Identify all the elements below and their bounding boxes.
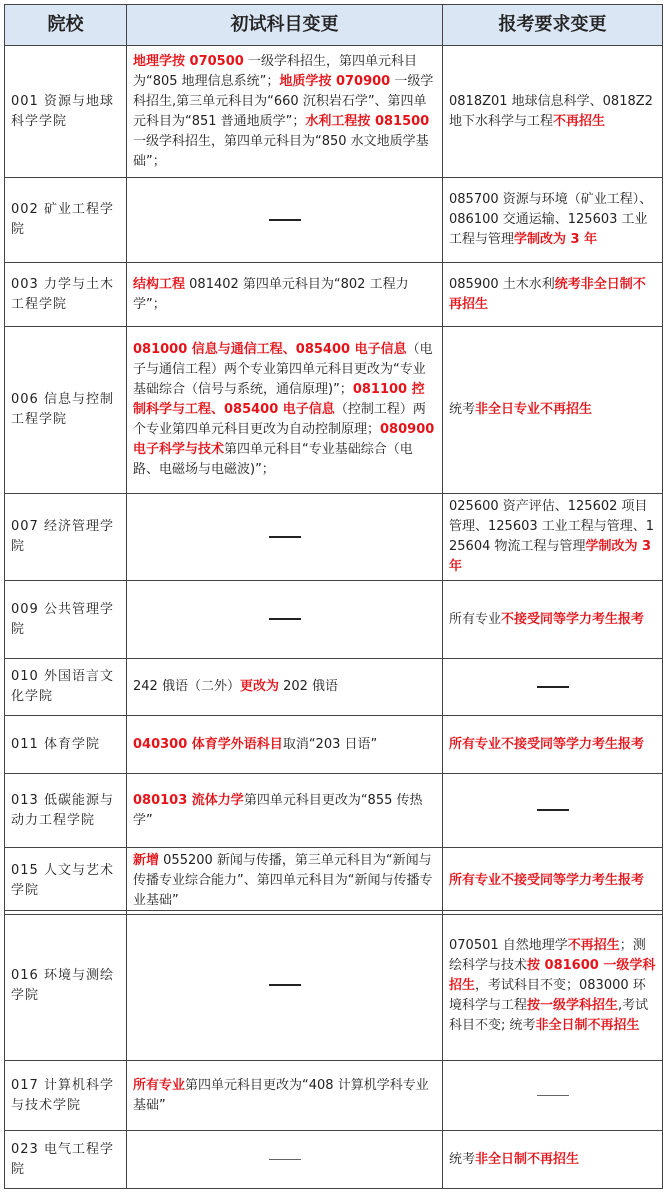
table-row xyxy=(5,659,663,716)
school-cell: 010 外国语言文化学院 xyxy=(5,659,127,716)
requirement-cell xyxy=(443,716,663,774)
requirement-cell xyxy=(443,1131,663,1189)
school-cell: 003 力学与土木工程学院 xyxy=(5,263,127,327)
empty-dash xyxy=(537,686,569,688)
exam-cell xyxy=(127,1061,443,1131)
highlighted-text: 新增 xyxy=(133,853,160,868)
highlighted-text: 学制改为 3 年 xyxy=(514,232,598,247)
plain-text: 085900 土木水利 xyxy=(449,276,555,292)
plain-text: ，考试科目不变；083000 环境科学与工程 xyxy=(449,977,646,1013)
exam-cell xyxy=(127,848,443,915)
empty-dash xyxy=(269,219,301,221)
exam-cell xyxy=(127,911,443,1061)
empty-dash xyxy=(269,536,301,538)
plain-text: 一级学科招生，第四单元科目为“805 地理信息系统”； xyxy=(133,53,417,89)
table-row xyxy=(5,848,663,915)
empty-dash xyxy=(269,984,301,986)
requirement-cell xyxy=(443,263,663,327)
table-row xyxy=(5,911,663,1061)
highlighted-text: 所有专业 xyxy=(133,1077,186,1093)
plain-text: 统考 xyxy=(449,1151,476,1167)
empty-dash xyxy=(537,1095,569,1096)
highlighted-text: 学制改为 3 年 xyxy=(449,539,652,574)
plain-text: 0818Z01 地球信息科学、0818Z2 地下水科学与工程 xyxy=(449,93,653,129)
empty-dash xyxy=(269,618,301,620)
table-row xyxy=(5,581,663,659)
highlighted-text: 按一级学科招生 xyxy=(527,997,619,1013)
plain-text: 一级学科招生，第四单元科目为“850 水文地质学基础”； xyxy=(133,133,429,169)
school-cell: 006 信息与控制工程学院 xyxy=(5,327,127,494)
requirement-cell xyxy=(443,911,663,1061)
highlighted-text: 按 081600 一级学科招生 xyxy=(449,957,656,993)
table-row xyxy=(5,1131,663,1189)
highlighted-text: 非全日制不再招生 xyxy=(475,1151,580,1167)
highlighted-text: 不再招生 xyxy=(567,937,620,953)
table-row xyxy=(5,1061,663,1131)
plain-text: （电子与通信工程）两个专业第四单元科目更改为“专业基础综合（信号与系统，通信原理)”； xyxy=(133,342,433,397)
empty-dash xyxy=(269,1159,301,1160)
highlighted-text: 不接受同等学力考生报考 xyxy=(501,611,645,627)
school-cell: 023 电气工程学院 xyxy=(5,1131,127,1189)
plain-text: 070501 自然地理学 xyxy=(449,937,568,953)
plain-text: ,考试科目不变; 统考 xyxy=(449,997,649,1033)
changes-table-continued xyxy=(4,910,663,1189)
exam-cell xyxy=(127,178,443,263)
table-row xyxy=(5,494,663,581)
header-requirement-change: 报考要求变更 xyxy=(443,5,663,46)
highlighted-text: 非全日专业不再招生 xyxy=(475,402,593,417)
highlighted-text: 081100 控制科学与工程、085400 电子信息 xyxy=(133,382,425,417)
plain-text: 一级学科招生,第三单元科目为“660 沉积岩石学”、第四单元科目为“851 普通地质学”； xyxy=(133,73,434,129)
exam-cell xyxy=(127,1131,443,1189)
highlighted-text: 地理学按 070500 xyxy=(133,53,244,69)
exam-cell xyxy=(127,716,443,774)
highlighted-text: 080900 电子科学与技术 xyxy=(133,422,435,457)
plain-text: 085700 资源与环境（矿业工程）、086100 交通运输、125603 工业工程与管理 xyxy=(449,192,653,247)
table-row xyxy=(5,263,663,327)
school-cell: 007 经济管理学院 xyxy=(5,494,127,581)
school-cell: 009 公共管理学院 xyxy=(5,581,127,659)
table-header-row xyxy=(5,5,663,46)
highlighted-text: 结构工程 xyxy=(133,276,186,292)
requirement-cell xyxy=(443,494,663,581)
requirement-cell xyxy=(443,774,663,848)
plain-text: 第四单元科目“专业基础综合（电路、电磁场与电磁波)”； xyxy=(133,442,413,477)
highlighted-text: 统考非全日制不再招生 xyxy=(449,276,646,312)
exam-cell xyxy=(127,774,443,848)
highlighted-text: 非全日制不再招生 xyxy=(535,1017,640,1033)
header-exam-change: 初试科目变更 xyxy=(127,5,443,46)
school-cell: 017 计算机科学与技术学院 xyxy=(5,1061,127,1131)
table-row xyxy=(5,716,663,774)
plain-text: 取消“203 日语” xyxy=(282,736,378,752)
table-row xyxy=(5,327,663,494)
highlighted-text: 水利工程按 081500 xyxy=(305,113,430,129)
plain-text: 242 俄语（二外） xyxy=(133,679,240,694)
plain-text: 第四单元科目更改为“855 传热学” xyxy=(133,792,423,828)
school-cell: 001 资源与地球科学学院 xyxy=(5,46,127,178)
table-row xyxy=(5,774,663,848)
exam-cell xyxy=(127,263,443,327)
school-cell: 016 环境与测绘学院 xyxy=(5,911,127,1061)
exam-cell xyxy=(127,581,443,659)
plain-text: 第四单元科目更改为“408 计算机学科专业基础” xyxy=(133,1077,429,1113)
highlighted-text: 不再招生 xyxy=(553,113,606,129)
requirement-cell xyxy=(443,581,663,659)
highlighted-text: 081000 信息与通信工程、085400 电子信息 xyxy=(133,342,407,357)
plain-text: 所有专业 xyxy=(449,611,502,627)
plain-text: 081402 第四单元科目为“802 工程力学”； xyxy=(133,276,409,312)
plain-text: 统考 xyxy=(449,402,476,417)
highlighted-text: 所有专业不接受同等学力考生报考 xyxy=(449,736,645,752)
school-cell: 002 矿业工程学院 xyxy=(5,178,127,263)
requirement-cell xyxy=(443,848,663,915)
highlighted-text: 所有专业不接受同等学力考生报考 xyxy=(449,873,645,888)
exam-cell xyxy=(127,494,443,581)
empty-dash xyxy=(537,809,569,811)
table-row xyxy=(5,178,663,263)
school-cell: 011 体育学院 xyxy=(5,716,127,774)
requirement-cell xyxy=(443,327,663,494)
requirement-cell xyxy=(443,1061,663,1131)
requirement-cell xyxy=(443,178,663,263)
highlighted-text: 080103 流体力学 xyxy=(133,792,244,808)
requirement-cell xyxy=(443,46,663,178)
changes-table xyxy=(4,4,663,915)
plain-text: （控制工程）两个专业第四单元科目更改为自动控制原理； xyxy=(133,402,426,437)
school-cell: 013 低碳能源与动力工程学院 xyxy=(5,774,127,848)
requirement-cell xyxy=(443,659,663,716)
highlighted-text: 地质学按 070900 xyxy=(279,73,391,89)
table-row xyxy=(5,46,663,178)
exam-cell xyxy=(127,46,443,178)
highlighted-text: 更改为 xyxy=(239,679,279,694)
plain-text: 025600 资产评估、125602 项目管理、125603 工业工程与管理、125604 物流工程与管理 xyxy=(449,499,655,554)
plain-text: 202 俄语 xyxy=(278,679,339,694)
plain-text: 055200 新闻与传播，第三单元科目为“新闻与传播专业综合能力”、第四单元科目为“新闻与传播专业基础” xyxy=(133,853,433,908)
exam-cell xyxy=(127,327,443,494)
header-school: 院校 xyxy=(5,5,127,46)
school-cell: 015 人文与艺术学院 xyxy=(5,848,127,915)
exam-cell xyxy=(127,659,443,716)
highlighted-text: 040300 体育学外语科目 xyxy=(133,736,283,752)
plain-text: ；测绘科学与技术 xyxy=(449,937,646,973)
